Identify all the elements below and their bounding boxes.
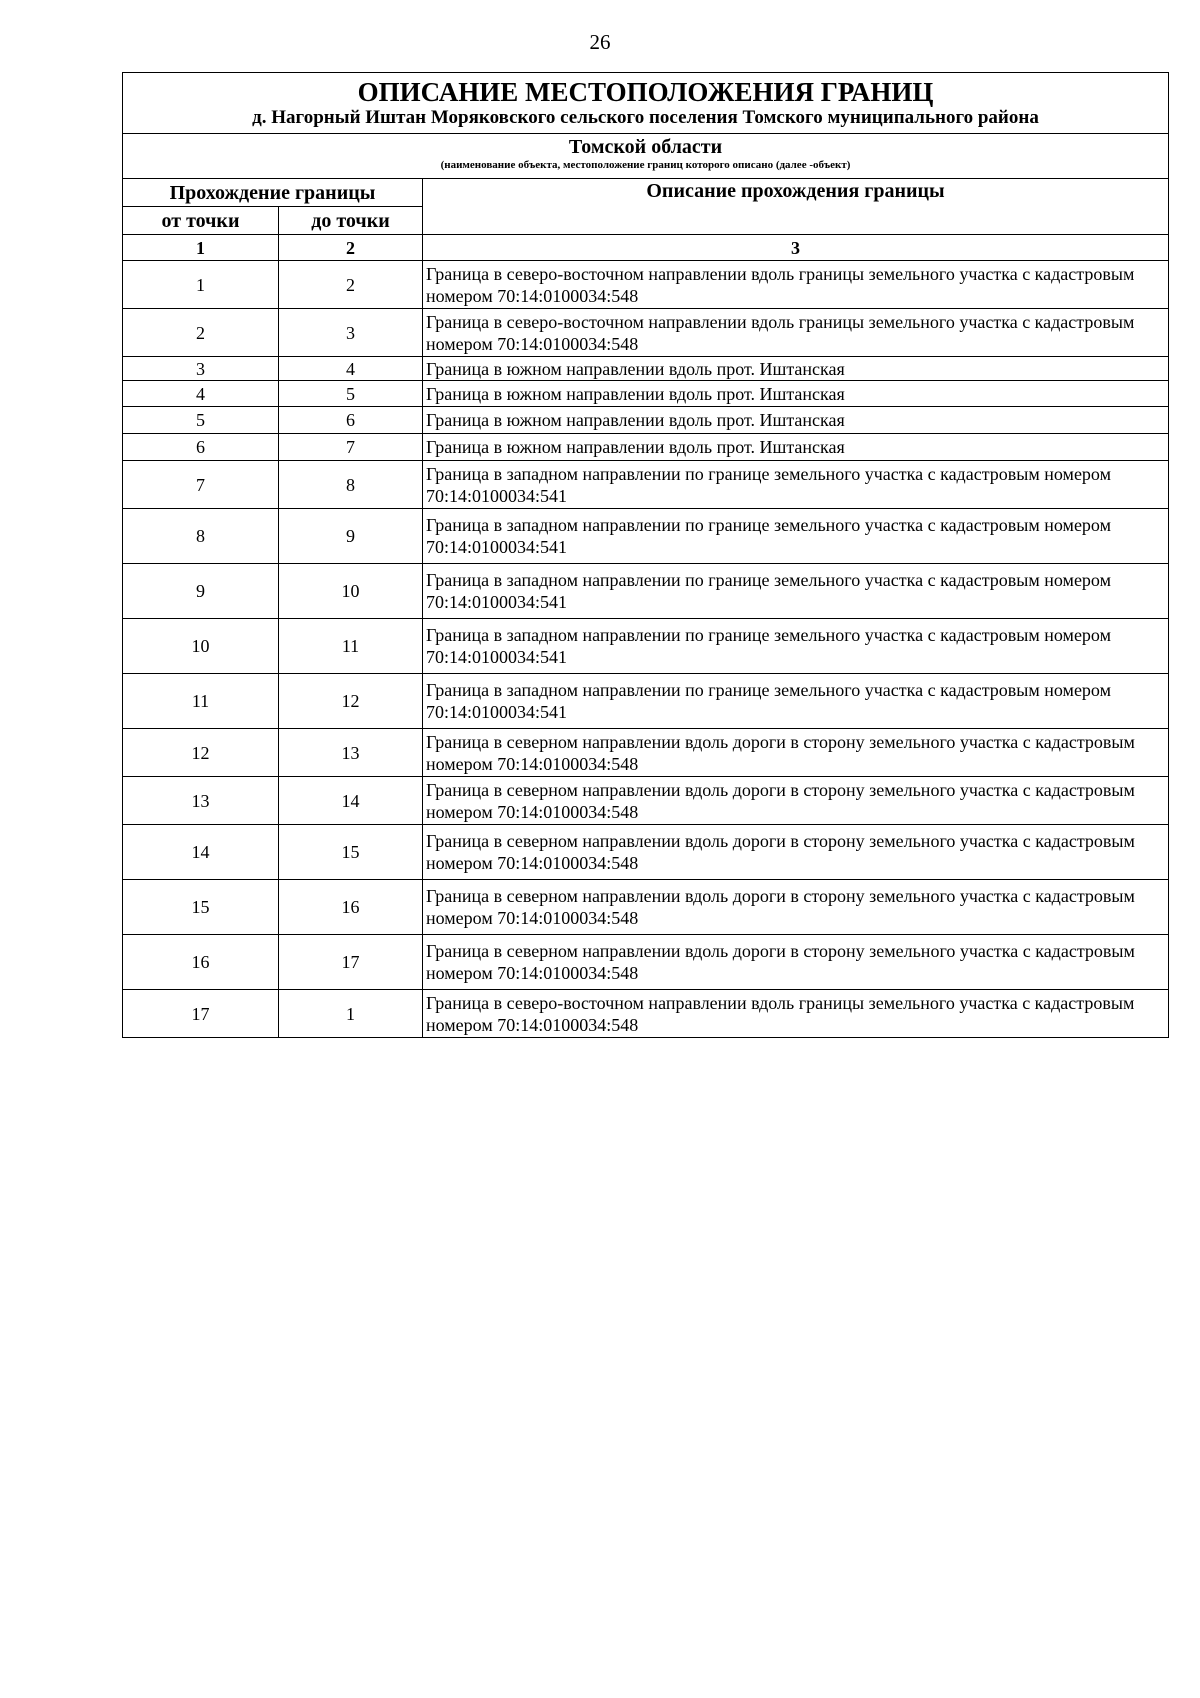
boundary-description-cell: Граница в западном направлении по границе земельного участка с кадастровым номером 70:14:0100034:541 <box>423 509 1169 564</box>
from-point-cell: 16 <box>123 935 279 990</box>
to-point-cell: 6 <box>279 407 423 434</box>
table-row <box>123 825 1169 880</box>
table-row <box>123 357 1169 381</box>
table-row <box>123 619 1169 674</box>
from-point-cell: 10 <box>123 619 279 674</box>
from-point-cell: 2 <box>123 309 279 357</box>
to-point-cell: 3 <box>279 309 423 357</box>
to-point-cell: 14 <box>279 777 423 825</box>
column-number-3: 3 <box>423 235 1169 261</box>
title-cell <box>123 73 1169 134</box>
column-number-1: 1 <box>123 235 279 261</box>
table-row <box>123 407 1169 434</box>
from-point-cell: 15 <box>123 880 279 935</box>
table-row <box>123 935 1169 990</box>
from-point-cell: 4 <box>123 381 279 407</box>
table-row <box>123 509 1169 564</box>
region-title: Томской области <box>568 136 723 158</box>
boundary-description-cell: Граница в западном направлении по границе земельного участка с кадастровым номером 70:14:0100034:541 <box>423 564 1169 619</box>
boundary-description-cell: Граница в южном направлении вдоль прот. Иштанская <box>423 434 1169 461</box>
boundary-description-cell: Граница в северо-восточном направлении вдоль границы земельного участка с кадастровым номером 70:14:0100034:548 <box>423 990 1169 1038</box>
boundary-description-cell: Граница в северном направлении вдоль дороги в сторону земельного участка с кадастровым номером 70:14:0100034:548 <box>423 825 1169 880</box>
to-point-header: до точки <box>279 207 423 235</box>
boundary-description-cell: Граница в северо-восточном направлении вдоль границы земельного участка с кадастровым номером 70:14:0100034:548 <box>423 309 1169 357</box>
region-row <box>123 134 1169 179</box>
boundary-description-cell: Граница в северо-восточном направлении вдоль границы земельного участка с кадастровым номером 70:14:0100034:548 <box>423 261 1169 309</box>
to-point-cell: 7 <box>279 434 423 461</box>
table-row <box>123 461 1169 509</box>
table-row <box>123 564 1169 619</box>
boundary-description-cell: Граница в южном направлении вдоль прот. Иштанская <box>423 357 1169 381</box>
to-point-cell: 2 <box>279 261 423 309</box>
from-point-cell: 9 <box>123 564 279 619</box>
to-point-cell: 13 <box>279 729 423 777</box>
from-point-header: от точки <box>123 207 279 235</box>
region-cell <box>123 134 1169 179</box>
boundary-rows <box>123 261 1169 1038</box>
boundary-description-cell: Граница в северном направлении вдоль дороги в сторону земельного участка с кадастровым номером 70:14:0100034:548 <box>423 880 1169 935</box>
from-point-cell: 14 <box>123 825 279 880</box>
to-point-cell: 4 <box>279 357 423 381</box>
to-point-cell: 16 <box>279 880 423 935</box>
table-row <box>123 674 1169 729</box>
table-row <box>123 381 1169 407</box>
boundary-description-cell: Граница в южном направлении вдоль прот. Иштанская <box>423 407 1169 434</box>
boundary-description-cell: Граница в северном направлении вдоль дороги в сторону земельного участка с кадастровым номером 70:14:0100034:548 <box>423 777 1169 825</box>
passage-header: Прохождение границы <box>123 179 423 207</box>
from-point-cell: 13 <box>123 777 279 825</box>
table-row <box>123 261 1169 309</box>
column-header-row <box>123 179 1169 207</box>
column-number-row <box>123 235 1169 261</box>
table-row <box>123 777 1169 825</box>
table-row <box>123 434 1169 461</box>
from-point-cell: 7 <box>123 461 279 509</box>
document-title: ОПИСАНИЕ МЕСТОПОЛОЖЕНИЯ ГРАНИЦ <box>357 77 934 107</box>
column-number-2: 2 <box>279 235 423 261</box>
to-point-cell: 10 <box>279 564 423 619</box>
table-row <box>123 309 1169 357</box>
title-row <box>123 73 1169 134</box>
from-point-cell: 3 <box>123 357 279 381</box>
page-number: 26 <box>589 30 611 54</box>
object-caption: (наименование объекта, местоположение границ которого описано (далее -объект) <box>440 159 851 171</box>
boundary-description-table <box>122 72 1169 1038</box>
from-point-cell: 6 <box>123 434 279 461</box>
from-point-cell: 12 <box>123 729 279 777</box>
table-row <box>123 880 1169 935</box>
boundary-description-cell: Граница в южном направлении вдоль прот. Иштанская <box>423 381 1169 407</box>
boundary-description-cell: Граница в западном направлении по границе земельного участка с кадастровым номером 70:14:0100034:541 <box>423 619 1169 674</box>
description-header: Описание прохождения границы <box>423 179 1169 235</box>
to-point-cell: 9 <box>279 509 423 564</box>
to-point-cell: 1 <box>279 990 423 1038</box>
to-point-cell: 15 <box>279 825 423 880</box>
boundary-description-cell: Граница в западном направлении по границе земельного участка с кадастровым номером 70:14:0100034:541 <box>423 461 1169 509</box>
document-subtitle: д. Нагорный Иштан Моряковского сельского поселения Томского муниципального района <box>252 107 1039 128</box>
to-point-cell: 12 <box>279 674 423 729</box>
boundary-description-cell: Граница в северном направлении вдоль дороги в сторону земельного участка с кадастровым номером 70:14:0100034:548 <box>423 935 1169 990</box>
from-point-cell: 11 <box>123 674 279 729</box>
to-point-cell: 5 <box>279 381 423 407</box>
from-point-cell: 5 <box>123 407 279 434</box>
from-point-cell: 8 <box>123 509 279 564</box>
to-point-cell: 17 <box>279 935 423 990</box>
to-point-cell: 11 <box>279 619 423 674</box>
boundary-description-cell: Граница в западном направлении по границе земельного участка с кадастровым номером 70:14:0100034:541 <box>423 674 1169 729</box>
boundary-description-cell: Граница в северном направлении вдоль дороги в сторону земельного участка с кадастровым номером 70:14:0100034:548 <box>423 729 1169 777</box>
from-point-cell: 1 <box>123 261 279 309</box>
to-point-cell: 8 <box>279 461 423 509</box>
from-point-cell: 17 <box>123 990 279 1038</box>
table-row <box>123 990 1169 1038</box>
table-row <box>123 729 1169 777</box>
